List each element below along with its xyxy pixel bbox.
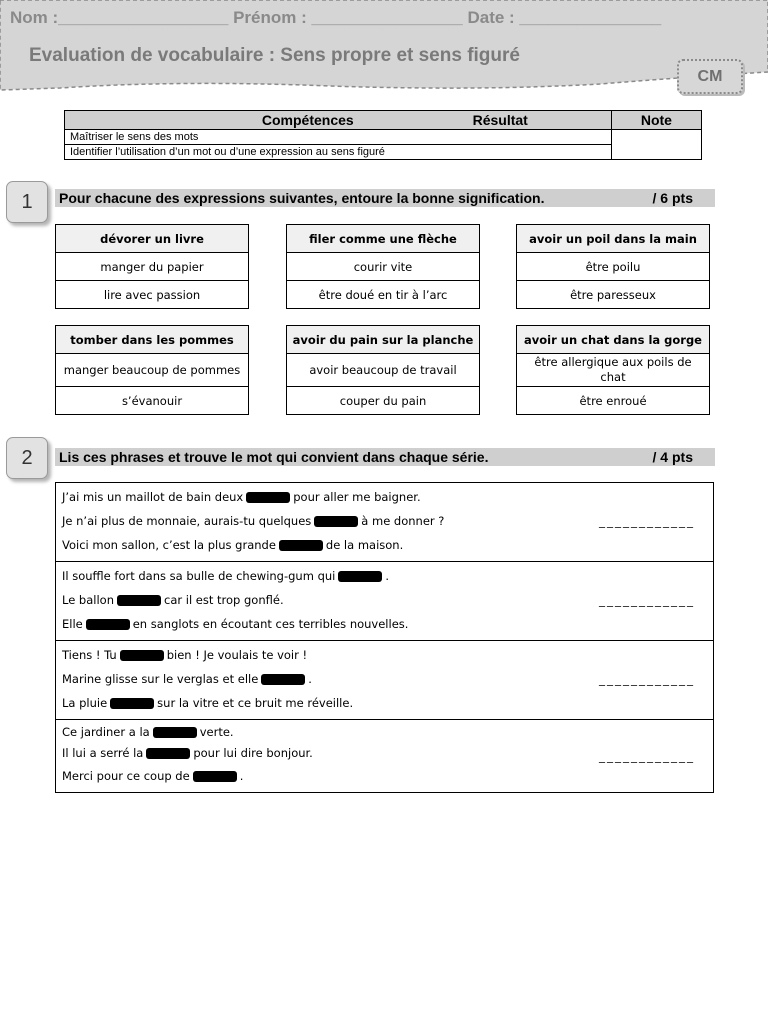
hidden-word	[279, 540, 323, 551]
competences-table	[64, 110, 702, 160]
sentence: Elle en sanglots en écoutant ces terribles nouvelles.	[62, 617, 409, 631]
header-banner	[0, 0, 768, 92]
section-2-instruction	[55, 448, 715, 466]
competence-row: Identifier l’utilisation d’un mot ou d’une expression au sens figuré	[65, 145, 612, 160]
hidden-word	[261, 674, 305, 685]
result-header: Résultat	[551, 111, 612, 130]
answer-line[interactable]: ____________	[599, 593, 695, 607]
expression-card	[516, 325, 710, 415]
sentence: J’ai mis un maillot de bain deux pour aller me baigner.	[62, 490, 421, 504]
answer-line[interactable]: ____________	[599, 514, 695, 528]
answer-line[interactable]: ____________	[599, 749, 695, 763]
hidden-word	[246, 492, 290, 503]
meaning-option[interactable]: s’évanouir	[56, 387, 249, 415]
series-table	[55, 482, 714, 793]
section-1-number: 1	[6, 181, 48, 223]
expression-card	[286, 224, 480, 309]
hidden-word	[110, 698, 154, 709]
level-badge: CM	[677, 59, 743, 94]
sentence: Il lui a serré la pour lui dire bonjour.	[62, 746, 313, 760]
section-2-points: / 4 pts	[652, 449, 693, 465]
meaning-option[interactable]: manger beaucoup de pommes	[56, 354, 249, 387]
meaning-option[interactable]: être enroué	[517, 387, 710, 415]
hidden-word	[146, 748, 190, 759]
hidden-word	[193, 771, 237, 782]
sentence: La pluie sur la vitre et ce bruit me réveille.	[62, 696, 354, 710]
page-title: Evaluation de vocabulaire : Sens propre et sens figuré	[29, 45, 520, 66]
section-1-instruction	[55, 189, 715, 207]
name-date-fields[interactable]: Nom :__________________ Prénom : ________________ Date : _______________	[10, 8, 662, 27]
meaning-option[interactable]: être allergique aux poils de chat	[517, 354, 710, 387]
sentence: Le ballon car il est trop gonflé.	[62, 593, 284, 607]
expression-title: tomber dans les pommes	[56, 326, 249, 354]
sentence-series	[56, 641, 713, 720]
expression-title: avoir un chat dans la gorge	[517, 326, 710, 354]
section-2-number: 2	[6, 437, 48, 479]
sentence-series	[56, 562, 713, 641]
note-header: Note	[611, 111, 701, 130]
expression-card	[55, 325, 249, 415]
expression-card	[286, 325, 480, 415]
sentence: Ce jardiner a la verte.	[62, 725, 234, 739]
section-2-text: Lis ces phrases et trouve le mot qui convient dans chaque série.	[59, 449, 489, 465]
expression-title: avoir un poil dans la main	[517, 225, 710, 253]
expression-title: avoir du pain sur la planche	[287, 326, 480, 354]
sentence-series	[56, 720, 713, 792]
sentence: Voici mon sallon, c’est la plus grande de la maison.	[62, 538, 404, 552]
meaning-option[interactable]: lire avec passion	[56, 281, 249, 309]
hidden-word	[117, 595, 161, 606]
meaning-option[interactable]: être doué en tir à l’arc	[287, 281, 480, 309]
meaning-option[interactable]: couper du pain	[287, 387, 480, 415]
expression-title: filer comme une flèche	[287, 225, 480, 253]
expression-card	[516, 224, 710, 309]
note-cell[interactable]	[611, 130, 701, 160]
competence-row: Maîtriser le sens des mots	[65, 130, 612, 145]
sentence: Je n’ai plus de monnaie, aurais-tu quelques à me donner ?	[62, 514, 445, 528]
expression-card	[55, 224, 249, 309]
hidden-word	[153, 727, 197, 738]
competences-header: Compétences	[65, 111, 551, 130]
sentence: Tiens ! Tu bien ! Je voulais te voir !	[62, 648, 308, 662]
meaning-option[interactable]: manger du papier	[56, 253, 249, 281]
section-1-points: / 6 pts	[652, 190, 693, 206]
sentence: Merci pour ce coup de .	[62, 769, 244, 783]
hidden-word	[120, 650, 164, 661]
sentence: Marine glisse sur le verglas et elle .	[62, 672, 312, 686]
sentence: Il souffle fort dans sa bulle de chewing-gum qui .	[62, 569, 390, 583]
section-1-text: Pour chacune des expressions suivantes, entoure la bonne signification.	[59, 190, 545, 206]
answer-line[interactable]: ____________	[599, 672, 695, 686]
meaning-option[interactable]: avoir beaucoup de travail	[287, 354, 480, 387]
meaning-option[interactable]: être poilu	[517, 253, 710, 281]
meaning-option[interactable]: courir vite	[287, 253, 480, 281]
hidden-word	[86, 619, 130, 630]
expression-title: dévorer un livre	[56, 225, 249, 253]
sentence-series	[56, 483, 713, 562]
hidden-word	[314, 516, 358, 527]
hidden-word	[338, 571, 382, 582]
meaning-option[interactable]: être paresseux	[517, 281, 710, 309]
